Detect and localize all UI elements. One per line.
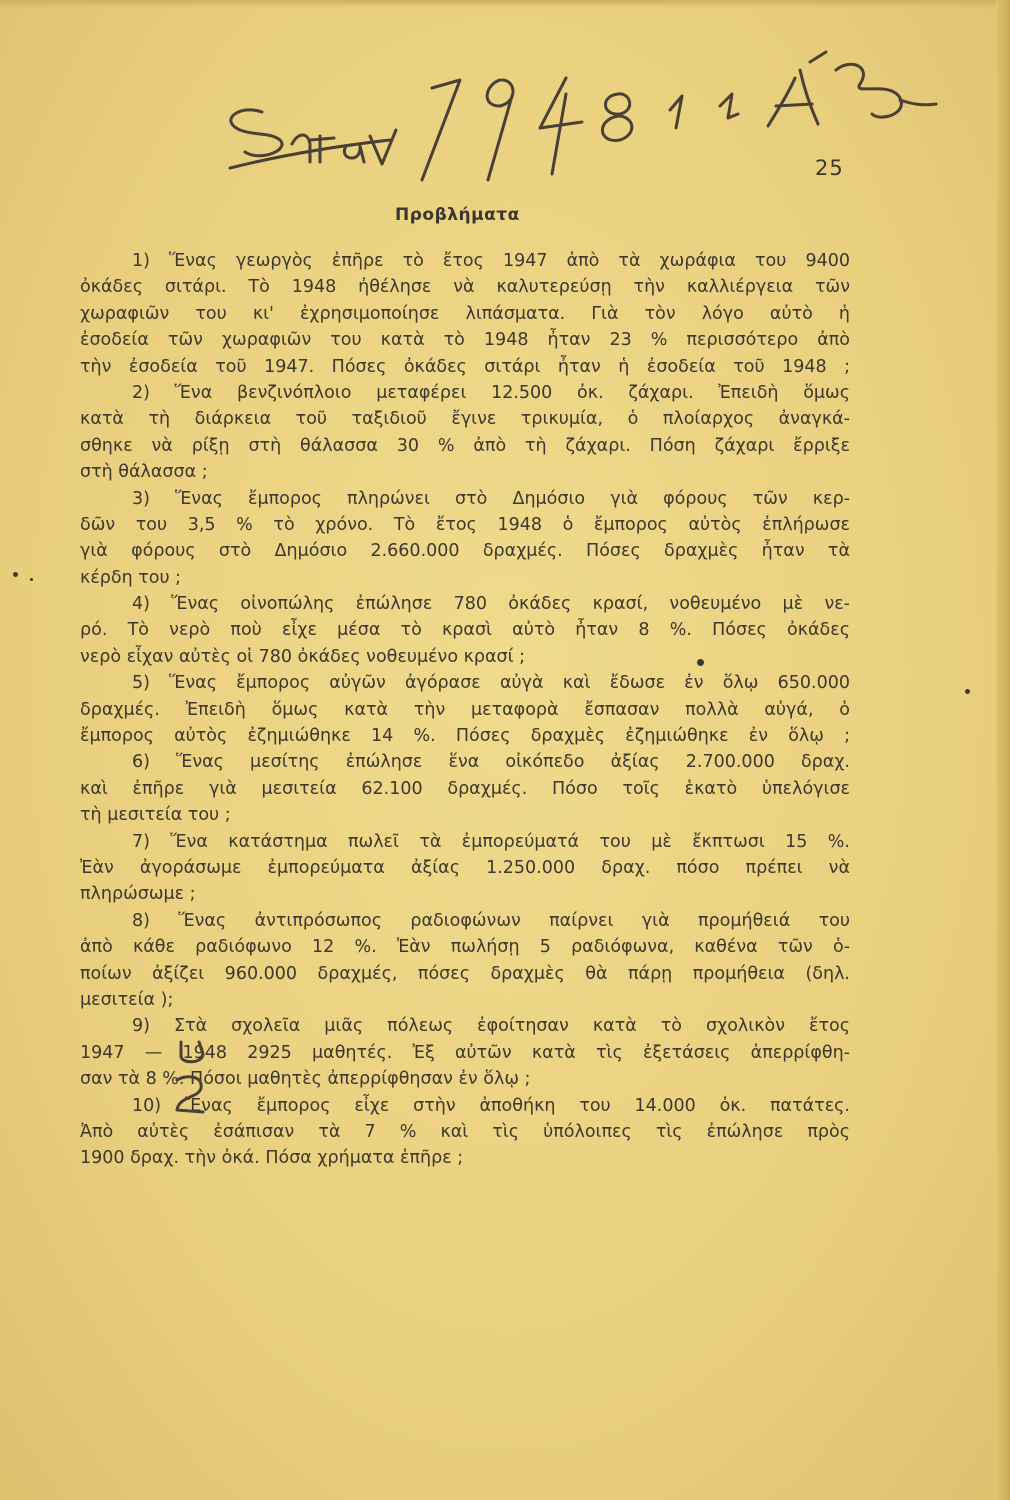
problems-text — [80, 248, 850, 1172]
text-line: ἔμπορος αὐτὸς ἐζημιώθηκε 14 %. Πόσες δραχμὲς ἐζημιώθηκε ἐν ὅλῳ ; — [80, 726, 850, 747]
text-line: ρό. Τὸ νερὸ ποὺ εἶχε μέσα τὸ κρασὶ αὐτὸ ἦταν 8 %. Πόσες ὀκάδες — [80, 620, 850, 641]
text-line: κατὰ τὴ διάρκεια τοῦ ταξιδιοῦ ἔγινε τρικυμία, ὁ πλοίαρχος ἀναγκά- — [80, 409, 850, 430]
text-line: 6) Ἕνας μεσίτης ἐπώλησε ἕνα οἰκόπεδο ἀξίας 2.700.000 δραχ. — [132, 752, 850, 773]
text-line: γιὰ φόρους στὸ Δημόσιο 2.660.000 δραχμές. Πόσες δραχμὲς ἦταν τὰ — [80, 541, 850, 562]
ink-speck — [697, 659, 704, 666]
text-line: 7) Ἕνα κατάστημα πωλεῖ τὰ ἐμπορεύματά του μὲ ἔκπτωσι 15 %. — [132, 831, 850, 852]
margin-handwritten-number — [163, 1038, 223, 1118]
page-number: 25 — [815, 156, 844, 180]
text-line: 1900 δραχ. τὴν ὀκά. Πόσα χρήματα ἐπῆρε ; — [80, 1148, 464, 1169]
section-title: Προβλήματα — [395, 205, 520, 225]
text-line: νερὸ εἶχαν αὐτὲς οἱ 780 ὀκάδες νοθευμένο κρασί ; — [80, 646, 526, 667]
ink-speck — [30, 578, 33, 581]
paper-top-edge — [0, 0, 1010, 8]
text-line: ποίων ἀξίζει 960.000 δραχμές, πόσες δραχμὲς θὰ πάρῃ προμήθεια (δηλ. — [80, 963, 850, 984]
text-line: σαν τὰ 8 %. Πόσοι μαθητὲς ἀπερρίφθησαν ἐν ὅλῳ ; — [80, 1069, 531, 1090]
text-line: ἀπὸ κάθε ραδιόφωνο 12 %. Ἐὰν πωλήσῃ 5 ραδιόφωνα, καθένα τῶν ὁ- — [80, 937, 850, 958]
text-line: μεσιτεία ); — [80, 989, 174, 1010]
text-line: 8) Ἕνας ἀντιπρόσωπος ραδιοφώνων παίρνει γιὰ προμήθειά του — [132, 910, 850, 931]
text-line: 3) Ἕνας ἔμπορος πληρώνει στὸ Δημόσιο γιὰ φόρους τῶν κερ- — [132, 488, 850, 509]
text-line: Ἐὰν ἀγοράσωμε ἐμπορεύματα ἀξίας 1.250.000 δραχ. πόσο πρέπει νὰ — [80, 857, 850, 878]
text-line: ὀκάδες σιτάρι. Τὸ 1948 ἠθέλησε νὰ καλυτερεύσῃ τὴν καλλιέργεια τῶν — [80, 277, 850, 298]
text-line: Ἀπὸ αὐτὲς ἐσάπισαν τὰ 7 % καὶ τὶς ὑπόλοιπες τὶς ἐπώλησε πρὸς — [80, 1121, 850, 1142]
text-line: ἐσοδεία τῶν χωραφιῶν του κατὰ τὸ 1948 ἦταν 23 % περισσότερο ἀπὸ — [80, 330, 850, 351]
text-line: σθηκε νὰ ρίξῃ στὴ θάλασσα 30 % ἀπὸ τὴ ζάχαρι. Πόση ζάχαρι ἔρριξε — [80, 435, 850, 456]
paper-right-edge — [996, 0, 1010, 1500]
text-line: 9) Στὰ σχολεῖα μιᾶς πόλεως ἐφοίτησαν κατὰ τὸ σχολικὸν ἔτος — [132, 1016, 850, 1037]
text-line: δραχμές. Ἐπειδὴ ὅμως κατὰ τὴν μεταφορὰ ἔσπασαν πολλὰ αὐγά, ὁ — [80, 699, 850, 720]
text-line: πληρώσωμε ; — [80, 884, 196, 905]
text-line: 4) Ἕνας οἰνοπώλης ἐπώλησε 780 ὀκάδες κρασί, νοθευμένο μὲ νε- — [132, 594, 850, 615]
ink-speck — [965, 689, 970, 694]
text-line: χωραφιῶν του κι' ἐχρησιμοποίησε λιπάσματα. Γιὰ τὸν λόγο αὐτὸ ἡ — [80, 303, 850, 324]
text-line: στὴ θάλασσα ; — [80, 462, 208, 483]
text-line: κέρδη του ; — [80, 567, 182, 588]
text-line: 5) Ἕνας ἔμπορος αὐγῶν ἀγόρασε αὐγὰ καὶ ἔδωσε ἐν ὅλῳ 650.000 — [132, 673, 850, 694]
text-line: 10) Ἕνας ἔμπορος εἶχε στὴν ἀποθήκη του 14.000 ὀκ. πατάτες. — [132, 1095, 850, 1116]
text-line: 2) Ἕνα βενζινόπλοιο μεταφέρει 12.500 ὀκ. ζάχαρι. Ἐπειδὴ ὅμως — [132, 382, 850, 403]
text-line: 1947 — 1948 2925 μαθητές. Ἐξ αὐτῶν κατὰ τὶς ἐξετάσεις ἀπερρίφθη- — [80, 1042, 850, 1063]
text-line: τὴ μεσιτεία του ; — [80, 805, 231, 826]
ink-speck — [13, 572, 18, 577]
text-line: τὴν ἐσοδεία τοῦ 1947. Πόσες ὀκάδες σιτάρι ἦταν ἡ ἐσοδεία τοῦ 1948 ; — [80, 356, 850, 377]
text-line: καὶ ἐπῆρε γιὰ μεσιτεία 62.100 δραχμές. Πόσο τοῖς ἑκατὸ ὑπελόγισε — [80, 778, 850, 799]
text-line: 1) Ἕνας γεωργὸς ἐπῆρε τὸ ἔτος 1947 ἀπὸ τὰ χωράφια του 9400 — [132, 251, 850, 271]
text-line: δῶν του 3,5 % τὸ χρόνο. Τὸ ἔτος 1948 ὁ ἔμπορος αὐτὸς ἐπλήρωσε — [80, 514, 850, 535]
